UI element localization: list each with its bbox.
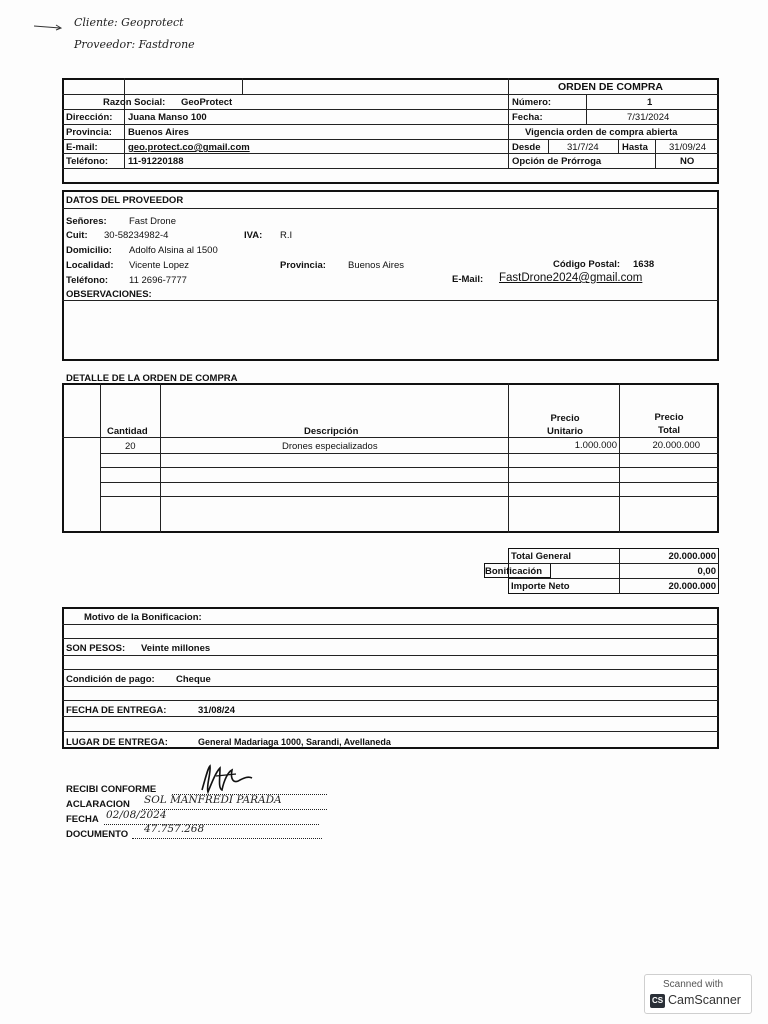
hasta-label: Hasta <box>622 142 648 153</box>
aclaracion-label: ACLARACION <box>66 799 130 810</box>
aclaracion-value: SOL MANFREDI PARADA <box>144 794 282 806</box>
domicilio-label: Domicilio: <box>66 245 112 256</box>
supplier-telefono-label: Teléfono: <box>66 275 109 286</box>
camscanner-brand: CamScanner <box>668 993 741 1007</box>
razon-social-value: GeoProtect <box>181 97 233 108</box>
cuit-label: Cuit: <box>66 230 88 241</box>
condicion-label: Condición de pago: <box>66 674 155 685</box>
son-pesos-value: Veinte millones <box>141 643 211 654</box>
handwritten-supplier-note: Proveedor: Fastdrone <box>74 38 195 51</box>
domicilio-value: Adolfo Alsina al 1500 <box>129 245 218 256</box>
order-title: ORDEN DE COMPRA <box>558 81 664 93</box>
cp-value: 1638 <box>633 259 655 270</box>
motivo-label: Motivo de la Bonificacion: <box>84 612 202 623</box>
provincia-value: Buenos Aires <box>128 127 189 138</box>
fecha-entrega-value: 31/08/24 <box>198 705 235 716</box>
supplier-email-link[interactable]: FastDrone2024@gmail.com <box>499 272 643 284</box>
prorroga-label: Opción de Prórroga <box>512 156 602 167</box>
cp-label: Código Postal: <box>553 259 621 270</box>
camscanner-logo-icon: CS <box>650 994 665 1008</box>
iva-label: IVA: <box>244 230 263 241</box>
supplier-provincia-value: Buenos Aires <box>348 260 404 271</box>
lugar-entrega-value: General Madariaga 1000, Sarandi, Avellaneda <box>198 737 391 747</box>
bonificacion-value: 0,00 <box>697 566 716 577</box>
direccion-label: Dirección: <box>66 112 113 123</box>
supplier-provincia-label: Provincia: <box>280 260 326 271</box>
son-pesos-label: SON PESOS: <box>66 643 126 654</box>
total-general-value: 20.000.000 <box>668 551 716 562</box>
email-label: E-mail: <box>66 142 98 153</box>
fecha-value: 7/31/2024 <box>627 112 670 123</box>
cuit-value: 30-58234982-4 <box>104 230 169 241</box>
documento-label: DOCUMENTO <box>66 829 129 840</box>
direccion-value: Juana Manso 100 <box>128 112 207 123</box>
lugar-entrega-label: LUGAR DE ENTREGA: <box>66 737 168 748</box>
vigencia-label: Vigencia orden de compra abierta <box>525 127 678 138</box>
total-general-label: Total General <box>511 551 572 562</box>
handwritten-arrow-icon <box>34 18 64 24</box>
row-unitario: 1.000.000 <box>574 440 617 451</box>
signature-icon <box>196 762 256 796</box>
razon-social-label: Razon Social: <box>103 97 166 108</box>
senores-value: Fast Drone <box>129 216 176 227</box>
provincia-label: Provincia: <box>66 127 112 138</box>
iva-value: R.I <box>280 230 293 241</box>
camscanner-badge <box>644 974 752 1014</box>
supplier-telefono-value: 11 2696-7777 <box>129 275 187 286</box>
recibo-fecha-label: FECHA <box>66 814 99 825</box>
col-precio-unitario: Precio Unitario <box>547 413 583 437</box>
row-total: 20.000.000 <box>652 440 700 451</box>
desde-value: 31/7/24 <box>567 142 599 153</box>
documento-value: 47.757.268 <box>144 823 205 835</box>
telefono-label: Teléfono: <box>66 156 109 167</box>
numero-value: 1 <box>647 97 653 108</box>
footer-box <box>62 607 719 749</box>
fecha-label: Fecha: <box>512 112 543 123</box>
prorroga-value: NO <box>680 156 695 167</box>
recibo-fecha-value: 02/08/2024 <box>106 809 167 821</box>
fecha-entrega-label: FECHA DE ENTREGA: <box>66 705 167 716</box>
handwritten-client-note: Cliente: Geoprotect <box>74 16 184 29</box>
col-precio-total: Precio Total <box>654 412 684 436</box>
detalle-title: DETALLE DE LA ORDEN DE COMPRA <box>66 373 238 384</box>
localidad-value: Vicente Lopez <box>129 260 190 271</box>
email-link[interactable]: geo.protect.co@gmail.com <box>128 142 250 153</box>
camscanner-caption: Scanned with <box>663 979 724 990</box>
importe-neto-label: Importe Neto <box>511 581 570 592</box>
localidad-label: Localidad: <box>66 260 114 271</box>
senores-label: Señores: <box>66 216 107 227</box>
bonificacion-label: Bonificación <box>485 566 543 577</box>
condicion-value: Cheque <box>176 674 211 685</box>
desde-label: Desde <box>512 142 541 153</box>
supplier-email-label: E-Mail: <box>452 274 484 285</box>
numero-label: Número: <box>512 97 552 108</box>
row-descripcion: Drones especializados <box>282 441 378 452</box>
telefono-value: 11-91220188 <box>128 156 184 167</box>
hasta-value: 31/09/24 <box>669 142 706 153</box>
col-cantidad: Cantidad <box>107 426 148 437</box>
importe-neto-value: 20.000.000 <box>668 581 716 592</box>
observaciones-label: OBSERVACIONES: <box>66 289 152 300</box>
col-descripcion: Descripción <box>304 426 359 437</box>
row-cantidad: 20 <box>125 441 136 452</box>
recibi-conforme-label: RECIBI CONFORME <box>66 784 157 795</box>
supplier-title: DATOS DEL PROVEEDOR <box>66 195 184 206</box>
